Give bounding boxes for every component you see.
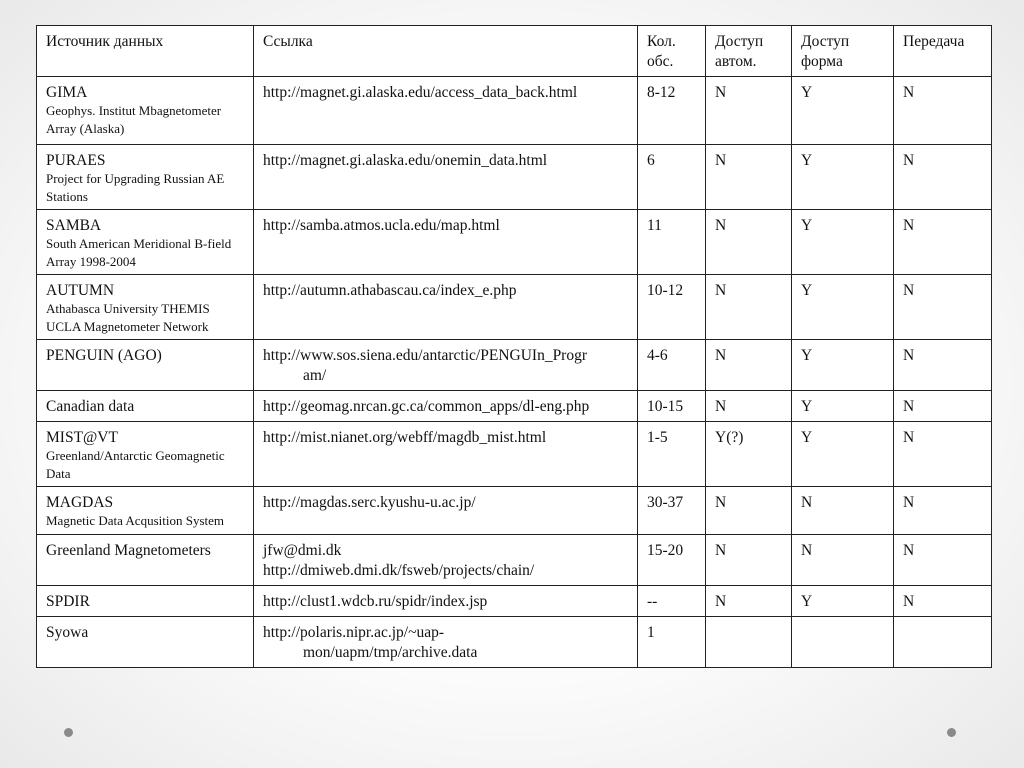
transfer-cell: N (894, 422, 992, 487)
link-cell (254, 585, 638, 616)
source-link[interactable]: am/ (303, 367, 327, 384)
form-access-cell: Y (792, 77, 894, 145)
source-name: SAMBA (46, 217, 102, 234)
transfer-cell: N (894, 534, 992, 585)
auto-access-cell: N (706, 340, 792, 391)
source-link[interactable]: http://magnet.gi.alaska.edu/onemin_data.html (263, 152, 548, 169)
observations-count-cell: -- (638, 585, 706, 616)
source-name: AUTUMN (46, 282, 115, 299)
source-link[interactable]: jfw@dmi.dk (263, 541, 342, 559)
source-cell (37, 340, 254, 391)
header-count: Кол. обс. (638, 26, 706, 77)
observations-count-cell: 10-15 (638, 391, 706, 422)
source-name: Greenland Magnetometers (46, 541, 211, 559)
form-access-cell: Y (792, 585, 894, 616)
form-access-cell: Y (792, 275, 894, 340)
observations-count-cell: 10-12 (638, 275, 706, 340)
observations-count-cell: 1 (638, 616, 706, 667)
source-description: Greenland/Antarctic Geomagnetic Data (46, 448, 225, 481)
transfer-cell: N (894, 585, 992, 616)
auto-access-cell: N (706, 145, 792, 210)
observations-count-cell: 15-20 (638, 534, 706, 585)
source-description: Geophys. Institut Mbagnetometer Array (Alaska) (46, 103, 222, 136)
link-cell (254, 422, 638, 487)
link-cell (254, 210, 638, 275)
source-link[interactable]: mon/uapm/tmp/archive.data (303, 643, 478, 661)
source-link[interactable]: http://polaris.nipr.ac.jp/~uap- (263, 623, 445, 641)
source-cell (37, 487, 254, 535)
transfer-cell (894, 616, 992, 667)
source-link[interactable]: http://samba.atmos.ucla.edu/map.html (263, 217, 500, 234)
table-row (37, 534, 992, 585)
source-description: South American Meridional B-field Array 1998-2004 (46, 236, 232, 269)
table-row (37, 422, 992, 487)
link-cell (254, 487, 638, 535)
source-link[interactable]: http://clust1.wdcb.ru/spidr/index.jsp (263, 592, 488, 610)
source-cell (37, 145, 254, 210)
source-name: Canadian data (46, 398, 135, 415)
source-description: Project for Upgrading Russian AE Stations (46, 171, 225, 204)
source-link[interactable]: http://magnet.gi.alaska.edu/access_data_back.html (263, 84, 578, 101)
form-access-cell (792, 616, 894, 667)
auto-access-cell: Y(?) (706, 422, 792, 487)
source-cell (37, 391, 254, 422)
link-cell (254, 391, 638, 422)
transfer-cell: N (894, 210, 992, 275)
form-access-cell: Y (792, 422, 894, 487)
source-name: PENGUIN (AGO) (46, 347, 162, 364)
table-row (37, 275, 992, 340)
observations-count-cell: 6 (638, 145, 706, 210)
table-row (37, 77, 992, 145)
source-link[interactable]: http://magdas.serc.kyushu-u.ac.jp/ (263, 494, 476, 511)
source-link[interactable]: http://dmiweb.dmi.dk/fsweb/projects/chain/ (263, 561, 535, 579)
source-description: Magnetic Data Acqusition System (46, 513, 225, 528)
source-cell (37, 585, 254, 616)
observations-count-cell: 11 (638, 210, 706, 275)
right-dot-decoration (947, 728, 956, 737)
header-auto-access: Доступ автом. (706, 26, 792, 77)
form-access-cell: N (792, 487, 894, 535)
source-link[interactable]: http://autumn.athabascau.ca/index_e.php (263, 282, 517, 299)
link-cell (254, 340, 638, 391)
header-link: Ссылка (254, 26, 638, 77)
observations-count-cell: 1-5 (638, 422, 706, 487)
transfer-cell: N (894, 145, 992, 210)
source-cell (37, 534, 254, 585)
link-cell (254, 534, 638, 585)
source-cell (37, 77, 254, 145)
table-row (37, 340, 992, 391)
table-row (37, 391, 992, 422)
table-row (37, 145, 992, 210)
source-name: MAGDAS (46, 494, 114, 511)
observations-count-cell: 4-6 (638, 340, 706, 391)
observations-count-cell: 8-12 (638, 77, 706, 145)
transfer-cell: N (894, 391, 992, 422)
transfer-cell: N (894, 340, 992, 391)
transfer-cell: N (894, 275, 992, 340)
form-access-cell: Y (792, 340, 894, 391)
source-link[interactable]: http://mist.nianet.org/webff/magdb_mist.html (263, 429, 547, 446)
source-cell (37, 275, 254, 340)
table-row (37, 616, 992, 667)
auto-access-cell: N (706, 534, 792, 585)
header-source: Источник данных (37, 26, 254, 77)
form-access-cell: Y (792, 391, 894, 422)
source-name: Syowa (46, 623, 89, 641)
source-name: PURAES (46, 152, 106, 169)
source-name: GIMA (46, 84, 88, 101)
source-name: SPDIR (46, 592, 90, 610)
auto-access-cell: N (706, 210, 792, 275)
source-description: Athabasca University THEMIS UCLA Magnetometer Network (46, 301, 210, 334)
form-access-cell: Y (792, 145, 894, 210)
source-name: MIST@VT (46, 429, 118, 446)
form-access-cell: Y (792, 210, 894, 275)
transfer-cell: N (894, 487, 992, 535)
auto-access-cell: N (706, 487, 792, 535)
auto-access-cell: N (706, 77, 792, 145)
auto-access-cell: N (706, 585, 792, 616)
source-cell (37, 616, 254, 667)
header-transfer: Передача (894, 26, 992, 77)
transfer-cell: N (894, 77, 992, 145)
source-link[interactable]: http://geomag.nrcan.gc.ca/common_apps/dl-eng.php (263, 398, 590, 415)
auto-access-cell: N (706, 391, 792, 422)
link-cell (254, 77, 638, 145)
link-cell (254, 145, 638, 210)
source-link[interactable]: http://www.sos.siena.edu/antarctic/PENGUIn_Progr (263, 347, 588, 364)
data-sources-table (36, 25, 992, 668)
table-row (37, 585, 992, 616)
table-header-row (37, 26, 992, 77)
source-cell (37, 210, 254, 275)
left-dot-decoration (64, 728, 73, 737)
header-form-access: Доступ форма (792, 26, 894, 77)
form-access-cell: N (792, 534, 894, 585)
link-cell (254, 616, 638, 667)
source-cell (37, 422, 254, 487)
auto-access-cell (706, 616, 792, 667)
table-row (37, 210, 992, 275)
link-cell (254, 275, 638, 340)
observations-count-cell: 30-37 (638, 487, 706, 535)
table-row (37, 487, 992, 535)
auto-access-cell: N (706, 275, 792, 340)
